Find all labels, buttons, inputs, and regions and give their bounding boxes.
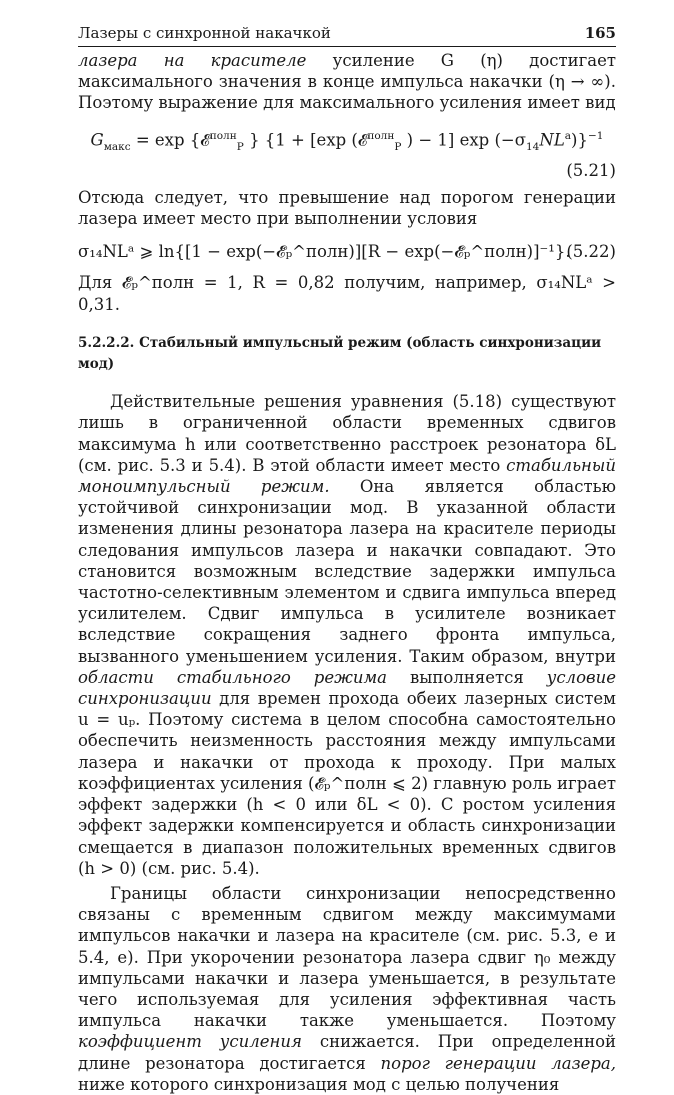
paragraph-2: Отсюда следует, что превышение над порогом генерации лазера имеет место при выполнении условия bbox=[78, 187, 616, 229]
paragraph-1-italic: лазера на красителе bbox=[78, 51, 307, 70]
p4-e: выполняется bbox=[387, 667, 547, 687]
eq1-close: )} bbox=[571, 130, 588, 150]
p5-a: Границы области синхронизации непосредственно связаны с временным сдвигом между максимумами импульсов накачки и лазера на красителе (см. рис. 5.3, е и 5.4, е). При укорочении резонатора лазера сдвиг η₀ между импульсами накачки и лазера уменьшается, в результате чего используемая для усиления эффективная часть импульса накачки также уменьшается. Поэтому bbox=[78, 883, 616, 1031]
eq1-mid2: ) − 1] exp (−σ bbox=[406, 130, 526, 150]
p5-b-italic: коэффициент усиления bbox=[78, 1032, 302, 1052]
equation-5-21 bbox=[78, 126, 616, 158]
eq1-sup-2: полн bbox=[367, 129, 395, 142]
p5-d-italic: порог генерации лазера, bbox=[380, 1053, 616, 1073]
eq1-a: a bbox=[564, 129, 572, 142]
paragraph-1-text: усиление G (η) достигает максимального значения в конце импульса накачки (η → ∞). Поэтому выражение для максимального усиления имеет вид bbox=[78, 51, 616, 113]
p4-a: Действительные решения уравнения (5.18) существуют лишь в ограниченной области временных сдвигов максимума h или соответственно расстроек резонатора δL (см. рис. 5.3 и 5.4). В этой области имеет место bbox=[78, 392, 616, 475]
paragraph-3: Для 𝓔̃ₚ^полн = 1, R = 0,82 получим, например, σ₁₄NLᵃ > 0,31. bbox=[78, 273, 616, 314]
section-heading: 5.2.2.2. Стабильный импульсный режим (область синхронизации мод) bbox=[78, 334, 602, 373]
running-title: Лазеры с синхронной накачкой bbox=[78, 24, 331, 42]
eq1-lhs-sub: макс bbox=[103, 140, 131, 153]
page-number: 165 bbox=[584, 24, 616, 42]
p4-c: Она является областью устойчивой синхронизации мод. В указанной области изменения длины резонатора лазера на красителе периоды следования импульсов лазера и накачки совпадают. Это становится возможным вследствие задержки импульса частотно-селективным элементом и сдвига импульса вперед усилителем. Сдвиг импульса в усилителе возникает вследствие сокращения заднего фронта импульса, вызванного уменьшением усиления. Таким образом, внутри bbox=[78, 477, 616, 666]
p4-d-italic: области стабильного режима bbox=[78, 667, 388, 687]
eq1-sub: P bbox=[236, 140, 244, 153]
p4-b-italic: стабильный моноимпульсный режим. bbox=[78, 455, 616, 497]
eq1-sup: полн bbox=[209, 129, 237, 142]
page-body bbox=[78, 50, 616, 1095]
eq1-sub14: 14 bbox=[526, 140, 540, 153]
eq1-nl: NL bbox=[539, 130, 565, 150]
eq1-lhs: G bbox=[90, 130, 104, 150]
running-header bbox=[78, 18, 616, 47]
eq1-sub-2: P bbox=[394, 140, 402, 153]
paragraph-4 bbox=[78, 391, 616, 879]
equation-5-21-formula bbox=[91, 126, 604, 158]
p5-c: снижается. При определенной длине резонатора достигается bbox=[78, 1032, 616, 1073]
eq1-exp: −1 bbox=[587, 129, 604, 142]
equation-5-22-number: (5.22) bbox=[566, 242, 616, 262]
paragraph-1 bbox=[78, 50, 616, 114]
eq1-mid: } {1 + [exp (𝓔 bbox=[249, 130, 368, 150]
equation-5-21-number: (5.21) bbox=[566, 160, 616, 180]
p5-e: ниже которого синхронизация мод с целью получения bbox=[78, 1074, 560, 1094]
equation-5-22 bbox=[78, 241, 616, 262]
equation-5-22-formula: σ₁₄NLᵃ ⩾ ln{[1 − exp(−𝓔̃ₚ^полн)][R − exp(−𝓔̃ₚ^полн)]⁻¹}. bbox=[78, 242, 571, 262]
eq1-body: = exp {𝓔 bbox=[135, 130, 210, 150]
p4-g: для времен прохода обеих лазерных систем u = uₚ. Поэтому система в целом способна самостоятельно обеспечить неизменность расстояния между импульсами лазера и накачки от прохода к проходу. При малых коэффициентах усиления (𝓔̃ₚ^полн ⩽ 2) главную роль играет эффект задержки (h < 0 или δL < 0). С ростом усиления эффект задержки компенсируется и область синхронизации смещается в диапазон положительных временных сдвигов (h > 0) (см. рис. 5.4). bbox=[78, 689, 616, 878]
p4-f-italic: условие синхронизации bbox=[78, 667, 616, 709]
paragraph-5 bbox=[78, 883, 616, 1095]
